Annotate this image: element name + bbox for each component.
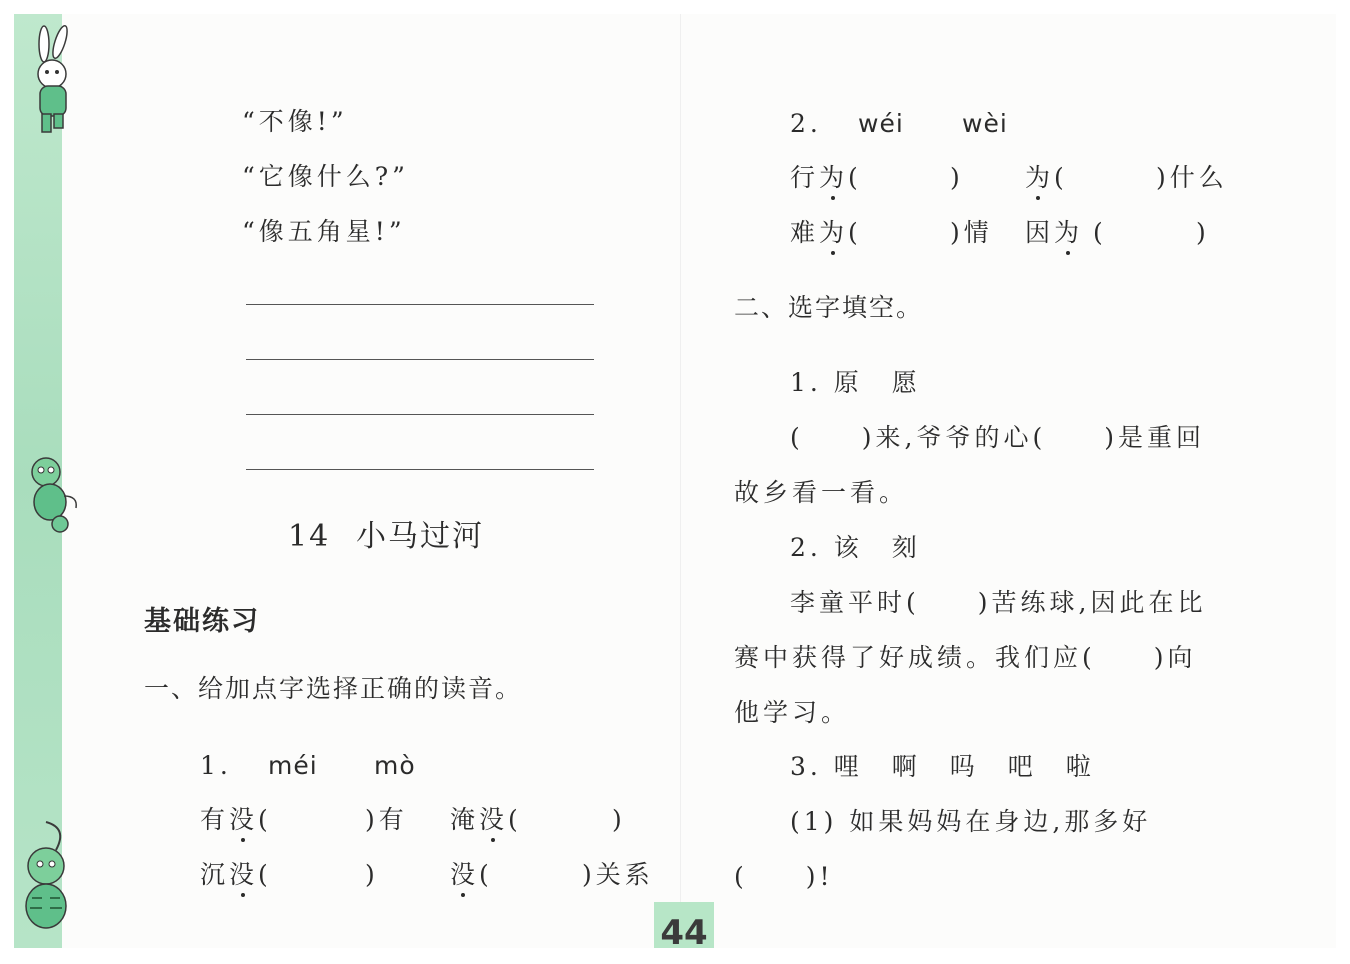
answer-line-2[interactable]: [246, 359, 594, 360]
sub-question-3-line-2: ( )!: [734, 862, 834, 891]
emphasis-dot: [461, 893, 465, 897]
word-blank-close: ): [1196, 218, 1210, 247]
page-number-tab: [654, 902, 714, 953]
dialog-line-2: “它像什么?”: [242, 162, 409, 191]
answer-line-4[interactable]: [246, 469, 594, 470]
word-blank-open: 行为(: [790, 163, 862, 192]
word-blank-close: )情: [950, 218, 993, 247]
item-number: 1.: [200, 751, 232, 780]
lesson-title: 小马过河: [356, 519, 484, 554]
emphasis-dot: [241, 893, 245, 897]
emphasis-dot: [831, 251, 835, 255]
word-blank-open: 为(: [1025, 163, 1068, 192]
emphasis-dot: [241, 838, 245, 842]
emphasis-dot: [831, 196, 835, 200]
pinyin-option-a: wéi: [858, 109, 904, 138]
emphasis-dot: [1066, 251, 1070, 255]
question-1-title: 一、给加点字选择正确的读音。: [144, 674, 523, 703]
word-blank-close: ): [612, 805, 626, 834]
sub-question-2-line-2: 赛中获得了好成绩。我们应( )向: [734, 643, 1197, 672]
item-number: 2.: [790, 109, 822, 138]
sub-question-1-line-1: ( )来,爷爷的心( )是重回: [790, 423, 1205, 452]
page-gutter: [680, 14, 681, 948]
word-blank-close: )关系: [582, 860, 654, 889]
word-blank-open: 有没(: [200, 805, 272, 834]
word-blank-close: )有: [365, 805, 408, 834]
sub-question-1-head: 1. 原 愿: [790, 368, 921, 397]
word-blank-open: 难为(: [790, 218, 862, 247]
sub-question-1-line-2: 故乡看一看。: [734, 478, 909, 507]
lesson-number: 14: [288, 519, 331, 554]
dialog-line-1: “不像!”: [242, 107, 348, 136]
sub-question-3-line-1: (1) 如果妈妈在身边,那多好: [790, 807, 1152, 836]
dialog-line-3: “像五角星!”: [242, 217, 406, 246]
word-blank-open: 淹没(: [450, 805, 522, 834]
word-blank-close: )什么: [1156, 163, 1228, 192]
cat-cartoon-icon: [16, 450, 82, 536]
word-blank-open: (: [1093, 218, 1107, 247]
word-blank-word: 因为: [1025, 218, 1084, 247]
sub-question-2-line-3: 他学习。: [734, 698, 851, 727]
emphasis-dot: [1036, 196, 1040, 200]
pinyin-option-b: mò: [374, 751, 416, 780]
sub-question-2-head: 2. 该 刻: [790, 533, 921, 562]
pinyin-option-a: méi: [268, 751, 318, 780]
word-blank-close: ): [365, 860, 379, 889]
section-title: 基础练习: [144, 606, 260, 637]
page-number: 44: [660, 913, 708, 953]
word-blank-close: ): [950, 163, 964, 192]
question-2-title: 二、选字填空。: [734, 293, 924, 322]
rabbit-cartoon-icon: [16, 22, 86, 140]
word-blank-open: 沉没(: [200, 860, 272, 889]
sub-question-2-line-1: 李童平时( )苦练球,因此在比: [790, 588, 1207, 617]
word-blank-open: 没(: [450, 860, 493, 889]
tiger-cartoon-icon: [16, 818, 76, 934]
pinyin-option-b: wèi: [962, 109, 1008, 138]
emphasis-dot: [491, 838, 495, 842]
answer-line-1[interactable]: [246, 304, 594, 305]
sub-question-3-head: 3. 哩 啊 吗 吧 啦: [790, 752, 1095, 781]
answer-line-3[interactable]: [246, 414, 594, 415]
